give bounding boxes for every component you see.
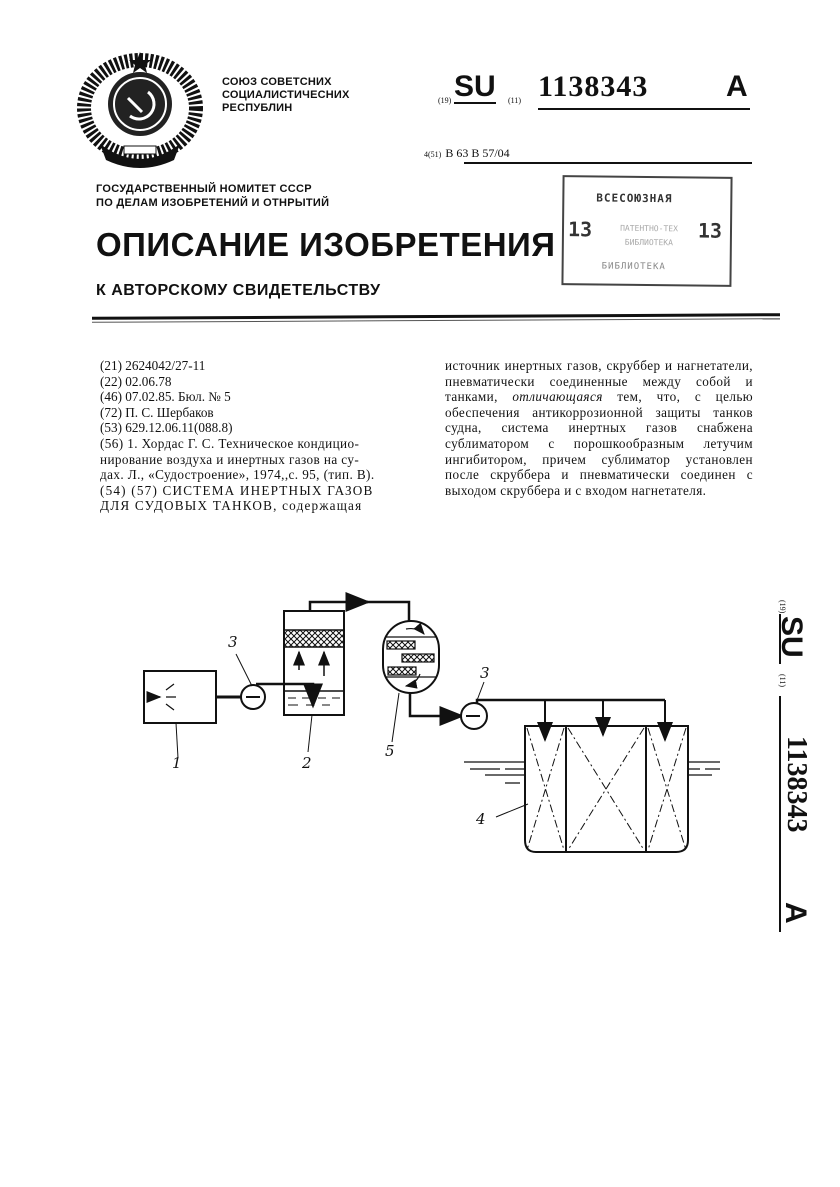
label-5: 5 xyxy=(385,742,395,760)
country-line-2: СОЦИАЛИСТИЧЕСНИХ xyxy=(222,89,350,101)
field-46: (46) 07.02.85. Бюл. № 5 xyxy=(100,389,231,405)
inert-gas-source xyxy=(144,671,216,758)
country-code: SU xyxy=(454,70,496,103)
document-subtitle: К АВТОРСКОМУ СВИДЕТЕЛЬСТВУ xyxy=(96,282,381,299)
label-4: 4 xyxy=(476,810,486,828)
claim-text xyxy=(445,358,753,498)
country-name xyxy=(222,76,350,115)
stamp-left-number: 13 xyxy=(567,217,593,242)
label-1: 1 xyxy=(172,754,182,772)
stamp-middle-line-1: ПАТЕНТНО-ТЕХ xyxy=(620,223,678,234)
number-underline xyxy=(538,108,750,110)
field-56-line-2: нирование воздуха и инертных газов на су- xyxy=(100,451,360,467)
claim-part-1: источник инертных газов, скруббер и нагнетатели, пневматически соединенные между собой и танками, xyxy=(445,358,753,405)
system-diagram xyxy=(120,585,720,905)
field-72: (72) П. С. Шербаков xyxy=(100,404,214,420)
document-number-block xyxy=(438,70,750,110)
stamp-middle-line-2: БИБЛИОТЕКА xyxy=(624,237,674,248)
label-2: 2 xyxy=(302,754,312,772)
field-54-57-line-2: ДЛЯ СУДОВЫХ ТАНКОВ, содержащая xyxy=(100,498,363,514)
number-prefix: (11) xyxy=(508,96,522,105)
field-53: (53) 629.12.06.11(088.8) xyxy=(100,420,233,436)
side-margin-number xyxy=(760,596,820,936)
patent-number: 1138343 xyxy=(538,70,649,103)
ipc-classification xyxy=(424,146,752,161)
stamp-top-text: ВСЕСОЮЗНАЯ xyxy=(596,191,673,206)
side-country-prefix: (19) xyxy=(778,600,787,614)
field-21: (21) 2624042/27-11 xyxy=(100,358,206,373)
side-kind-code: A xyxy=(779,902,812,924)
side-patent-number: 1138343 xyxy=(781,736,812,833)
document-title: ОПИСАНИЕ ИЗОБРЕТЕНИЯ xyxy=(96,226,556,263)
stamp-middle-text xyxy=(604,222,694,251)
side-number-prefix: (11) xyxy=(778,674,787,688)
library-stamp xyxy=(561,175,732,287)
stamp-right-number: 13 xyxy=(697,218,723,243)
field-54-57-line-1: (54) (57) СИСТЕМА ИНЕРТНЫХ ГАЗОВ xyxy=(100,482,374,498)
committee-line-1: ГОСУДАРСТВЕННЫЙ НОМИТЕТ СССР xyxy=(96,183,312,195)
field-56-line-1: (56) 1. Хордас Г. С. Техническое кондицио- xyxy=(100,435,360,451)
committee-name xyxy=(96,182,329,210)
stamp-bottom-text: БИБЛИОТЕКА xyxy=(601,261,666,273)
committee-line-2: ПО ДЕЛАМ ИЗОБРЕТЕНИЙ И ОТНРЫТИЙ xyxy=(96,197,330,209)
country-prefix: (19) xyxy=(438,96,452,105)
country-line-3: РЕСПУБЛИН xyxy=(222,102,293,114)
ipc-underline xyxy=(464,162,752,164)
ipc-code: B 63 B 57/04 xyxy=(445,146,510,160)
kind-code: A xyxy=(726,70,748,103)
claim-characterizing-word: отличающаяся xyxy=(512,389,603,405)
field-56-line-3: дах. Л., «Судостроение», 1974,,с. 95, (тип. В). xyxy=(100,467,375,483)
ipc-prefix: 4(51) xyxy=(424,150,442,159)
field-22: (22) 02.06.78 xyxy=(100,373,172,389)
label-3b: 3 xyxy=(480,664,490,682)
bibliographic-data xyxy=(100,358,422,514)
claim-part-2: тем, что, с целью обеспечения антикоррозионной защиты танков судна, система инертных газов снабжена сублиматором с порошкообразным летучим ингибитором, причем сублиматор установлен после скруббера и пневматически соединен с выходом скруббера и с входом нагнетателя. xyxy=(445,389,753,498)
ussr-coat-of-arms-icon xyxy=(70,48,210,176)
label-3a: 3 xyxy=(228,633,238,651)
country-line-1: СОЮЗ СОВЕТСНИХ xyxy=(222,76,332,88)
side-country-code: SU xyxy=(775,616,808,658)
